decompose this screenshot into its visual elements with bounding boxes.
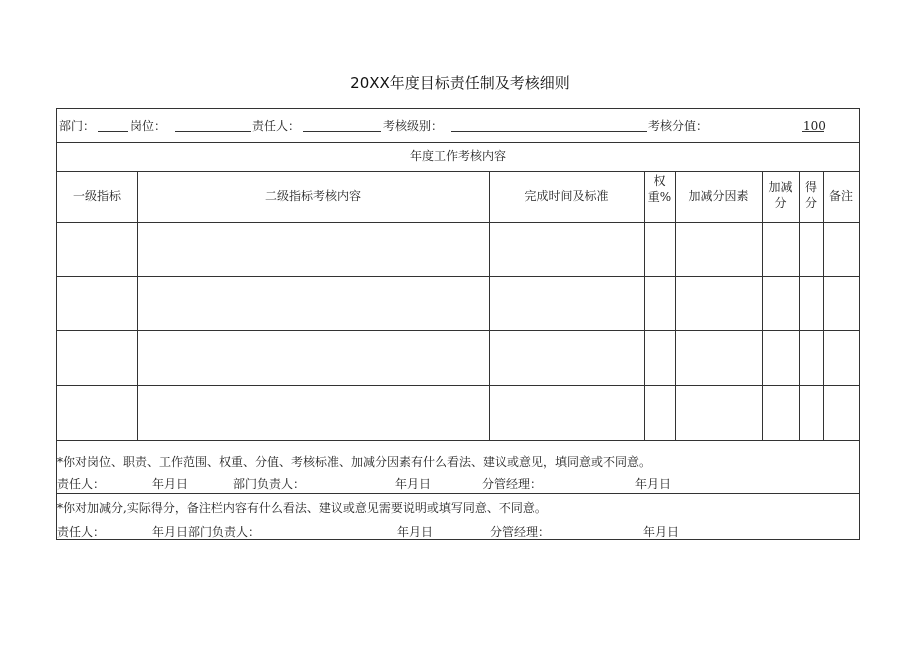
col-weight-line2: 重% [647,190,672,204]
column-divider [489,171,490,440]
col-score-line2: 分 [804,196,817,210]
note1-person-label: 责任人： [57,477,106,491]
col-level1: 一级指标 [72,189,121,203]
level-label: 考核级别： [383,119,444,133]
page-title: 20XX年度目标责任制及考核细则 [350,74,570,92]
person-label: 责任人： [252,119,301,133]
row-divider [57,440,859,441]
column-divider [137,171,138,440]
note2-manager-label: 分管经理： [490,525,551,539]
note1-date2: 年月日 [395,477,432,491]
note2-text: *你对加减分,实际得分，备注栏内容有什么看法、建议或意见需要说明或填写同意、不同意。 [57,501,547,515]
dept-field[interactable] [98,131,128,132]
row-divider [57,330,859,331]
note2-date3: 年月日 [643,525,680,539]
col-weight-line1: 权 [653,174,666,188]
assessment-table [56,108,860,540]
score-label: 考核分值： [648,119,709,133]
note1-text: *你对岗位、职责、工作范围、权重、分值、考核标准、加减分因素有什么看法、建议或意见，填同意或不同意。 [57,455,652,469]
note2-person-label: 责任人： [57,525,106,539]
col-adjustment-line2: 分 [774,196,787,210]
note1-date1: 年月日 [152,477,189,491]
post-field[interactable] [175,131,251,132]
row-divider [57,385,859,386]
col-remark: 备注 [828,189,853,203]
col-adjustment-line1: 加减 [768,180,793,194]
col-score-line1: 得 [804,180,817,194]
score-underline [802,131,824,132]
column-divider [762,171,763,440]
note2-date1-dept-head: 年月日部门负责人： [152,525,261,539]
column-divider [799,171,800,440]
post-label: 岗位： [130,119,167,133]
row-divider [57,276,859,277]
column-divider [823,171,824,440]
person-field[interactable] [303,131,381,132]
note1-manager-label: 分管经理： [482,477,543,491]
note1-date3: 年月日 [635,477,672,491]
level-field[interactable] [451,131,647,132]
col-weight [644,173,675,205]
column-divider [644,171,645,440]
note1-dept-head-label: 部门负责人： [233,477,306,491]
dept-label: 部门： [59,119,96,133]
row-divider [57,222,859,223]
col-factors: 加减分因素 [688,189,749,203]
row-divider [57,493,859,494]
col-time-standard: 完成时间及标准 [524,189,609,203]
column-divider [675,171,676,440]
note2-date2: 年月日 [397,525,434,539]
col-level2: 二级指标考核内容 [264,189,361,203]
score-value: 100 [803,119,826,133]
col-score [799,179,823,211]
row-divider [57,142,859,143]
col-adjustment [762,179,799,211]
row-divider [57,171,859,172]
section-heading: 年度工作考核内容 [409,149,506,163]
